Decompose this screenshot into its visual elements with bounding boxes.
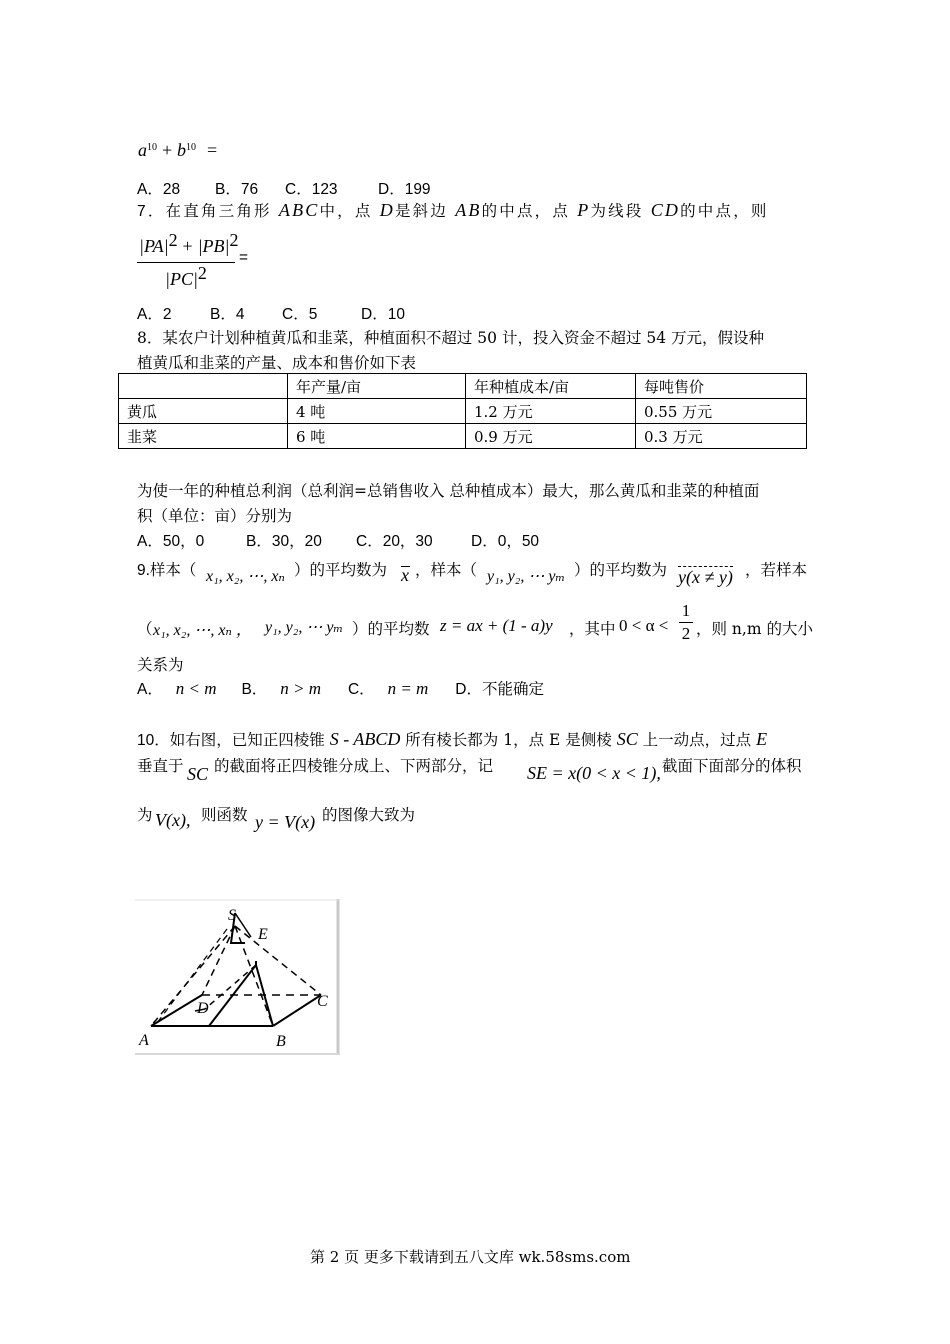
q7-ab: AB xyxy=(455,200,482,220)
q7-num-pb-sq: 2 xyxy=(229,230,239,250)
q10-se: SE = x(0 < x < 1), xyxy=(527,763,661,783)
q10-vx: V(x), xyxy=(155,810,191,830)
q8-option-d[interactable]: D．0，50 xyxy=(471,533,540,550)
q9-option-b[interactable]: B． xyxy=(241,681,268,698)
q7-option-a[interactable]: A．2 xyxy=(137,306,172,323)
q6-options xyxy=(137,177,431,199)
q6-a-exp: 10 xyxy=(147,141,157,153)
q10-text-8: 则函数 xyxy=(201,806,248,824)
label-e: E xyxy=(258,926,268,943)
q9-condition: 0 < α < xyxy=(619,616,669,635)
q9-text-3: ，样本（ xyxy=(415,561,478,579)
q9-ys2: y₁, y₂, ⋯ yₘ xyxy=(265,619,344,636)
q8-option-c[interactable]: C．20，30 xyxy=(356,533,433,550)
q7-d: D xyxy=(379,200,395,220)
q9-option-c-math: n = m xyxy=(387,679,429,698)
q9-xs: x₁, x₂, ⋯, xₙ xyxy=(206,568,285,585)
q9-z-expression: z = ax + (1 - a)y xyxy=(440,616,553,635)
q7-number: 7． xyxy=(137,203,166,220)
q9-line-1 xyxy=(137,558,196,580)
q10-text-1: 10．如右图，已知正四棱锥 xyxy=(137,732,325,749)
table-header-cell: 年种植成本/亩 xyxy=(466,374,636,399)
q9-half-num: 1 xyxy=(681,601,691,620)
q9-option-a[interactable]: A． xyxy=(137,681,163,698)
q10-yvx: y = V(x) xyxy=(255,812,316,832)
q7-option-b[interactable]: B．4 xyxy=(210,306,245,323)
q6-plus: + xyxy=(161,140,173,160)
q8-option-b[interactable]: B．30，20 xyxy=(246,533,322,550)
q8-line-4: 积（单位：亩）分别为 xyxy=(137,507,293,525)
table-header-row xyxy=(119,374,807,399)
q7-text-6: 的中点，则 xyxy=(680,202,769,220)
pyramid-figure xyxy=(135,899,340,1055)
q7-num-pb: |PB| xyxy=(197,236,230,257)
table-cell: 6 吨 xyxy=(288,424,466,449)
q9-option-b-math: n > m xyxy=(280,679,321,698)
q10-e: E xyxy=(756,729,768,749)
q9-half xyxy=(679,601,693,644)
q9-xbar-text: x xyxy=(401,565,409,585)
q9-options xyxy=(137,677,544,699)
q9-text-4: ）的平均数为 xyxy=(574,561,668,579)
q9-option-c[interactable]: C． xyxy=(347,681,375,698)
q9-ys: y₁, y₂, ⋯ yₘ xyxy=(487,568,566,585)
q7-options xyxy=(137,302,405,324)
q9-option-a-math: n < m xyxy=(175,679,217,698)
q7-numerator xyxy=(139,230,239,257)
table-cell: 韭菜 xyxy=(119,424,288,449)
table-row xyxy=(119,424,807,449)
label-d: D xyxy=(197,1000,209,1017)
q10-text-9: 的图像大致为 xyxy=(322,806,416,824)
q7-stem xyxy=(137,199,769,221)
q7-num-plus: + xyxy=(182,236,193,257)
q6-b: b xyxy=(177,140,187,160)
table-cell: 4 吨 xyxy=(288,399,466,424)
q6-a: a xyxy=(138,140,147,160)
q9-text-8: ，其中 xyxy=(569,620,616,638)
q9-text-1: 9.样本（ xyxy=(137,562,197,579)
q8-options xyxy=(137,529,539,551)
table-cell: 0.55 万元 xyxy=(636,399,807,424)
q7-p: P xyxy=(577,200,591,220)
q6-option-c[interactable]: C．123 xyxy=(285,181,338,198)
q7-num-pa-sq: 2 xyxy=(168,230,178,250)
q6-expression xyxy=(138,140,217,161)
q8-line-2: 植黄瓜和韭菜的产量、成本和售价如下表 xyxy=(137,354,417,372)
q8-table xyxy=(118,373,807,449)
q7-cd: CD xyxy=(650,200,681,220)
q7-option-d[interactable]: D．10 xyxy=(361,306,405,323)
q6-option-a[interactable]: A．28 xyxy=(137,181,181,198)
q7-text-2: 中，点 xyxy=(319,202,373,220)
q9-half-den: 2 xyxy=(681,624,691,643)
q9-half-bar xyxy=(679,622,693,623)
q10-sc2: SC xyxy=(187,764,209,784)
q6-option-d[interactable]: D．199 xyxy=(378,181,431,198)
q9-xs2: x₁, x₂, ⋯, xₙ ， xyxy=(153,622,252,639)
q9-xbar xyxy=(401,566,410,586)
q9-option-d[interactable]: D．不能确定 xyxy=(455,681,544,698)
table-cell: 0.9 万元 xyxy=(466,424,636,449)
q9-text-6: （ xyxy=(137,620,153,638)
q6-b-exp: 10 xyxy=(186,141,197,153)
label-s: S xyxy=(228,907,236,924)
q10-text-2: 所有棱长都为 1，点 E 是侧棱 xyxy=(405,731,612,749)
q7-text-1: 在直角三角形 xyxy=(165,202,272,220)
q7-equals: = xyxy=(239,249,249,266)
q10-text-6: 截面下面部分的体积 xyxy=(662,757,802,775)
q9-text-7: ）的平均数 xyxy=(352,620,430,638)
q10-sabcd: S - ABCD xyxy=(329,729,401,749)
q9-text-9: ，则 n,m 的大小 xyxy=(696,620,813,638)
q10-text-3: 上一动点，过点 xyxy=(642,731,752,749)
q8-line-3: 为使一年的种植总利润（总利润=总销售收入 总种植成本）最大，那么黄瓜和韭菜的种植面 xyxy=(137,482,760,500)
q7-option-c[interactable]: C．5 xyxy=(282,306,318,323)
table-cell: 黄瓜 xyxy=(119,399,288,424)
table-row xyxy=(119,399,807,424)
table-header-cell: 年产量/亩 xyxy=(288,374,466,399)
label-a: A xyxy=(139,1032,149,1049)
q9-text-5: ，若样本 xyxy=(745,561,808,579)
label-c: C xyxy=(317,993,328,1010)
table-header-cell: 每吨售价 xyxy=(636,374,807,399)
table-header-cell xyxy=(119,374,288,399)
q10-text-7: 为 xyxy=(137,806,153,824)
page-footer: 第 2 页 更多下载请到五八文库 wk.58sms.com xyxy=(310,1248,631,1266)
q7-text-3: 是斜边 xyxy=(394,202,449,220)
q10-text-5: 的截面将正四棱锥分成上、下两部分，记 xyxy=(214,757,494,775)
q7-fraction xyxy=(137,230,237,290)
q9-text-2: ）的平均数为 xyxy=(294,561,388,579)
q8-option-a[interactable]: A．50，0 xyxy=(137,533,205,550)
q7-num-pa: |PA| xyxy=(139,236,169,257)
q7-denominator xyxy=(165,263,207,290)
q7-den-pc: |PC| xyxy=(165,269,198,290)
q6-eq: = xyxy=(206,140,218,160)
pyramid-diagram xyxy=(135,899,340,1055)
q7-abc: ABC xyxy=(278,200,320,220)
q7-den-sq: 2 xyxy=(197,263,207,283)
label-b: B xyxy=(276,1033,286,1050)
q10-text-4: 垂直于 xyxy=(137,757,184,775)
q7-text-4: 的中点，点 xyxy=(481,202,571,220)
q7-text-5: 为线段 xyxy=(590,202,644,220)
q10-sc: SC xyxy=(616,729,638,749)
q10-line-1 xyxy=(137,728,767,750)
q9-text-10: 关系为 xyxy=(137,656,184,674)
q8-line-1: 8．某农户计划种植黄瓜和韭菜，种植面积不超过 50 计，投入资金不超过 54 万元，假设种 xyxy=(137,329,765,347)
q6-option-b[interactable]: B．76 xyxy=(215,181,259,198)
table-cell: 1.2 万元 xyxy=(466,399,636,424)
q9-ybar: y(x ≠ y) xyxy=(678,567,733,587)
table-cell: 0.3 万元 xyxy=(636,424,807,449)
